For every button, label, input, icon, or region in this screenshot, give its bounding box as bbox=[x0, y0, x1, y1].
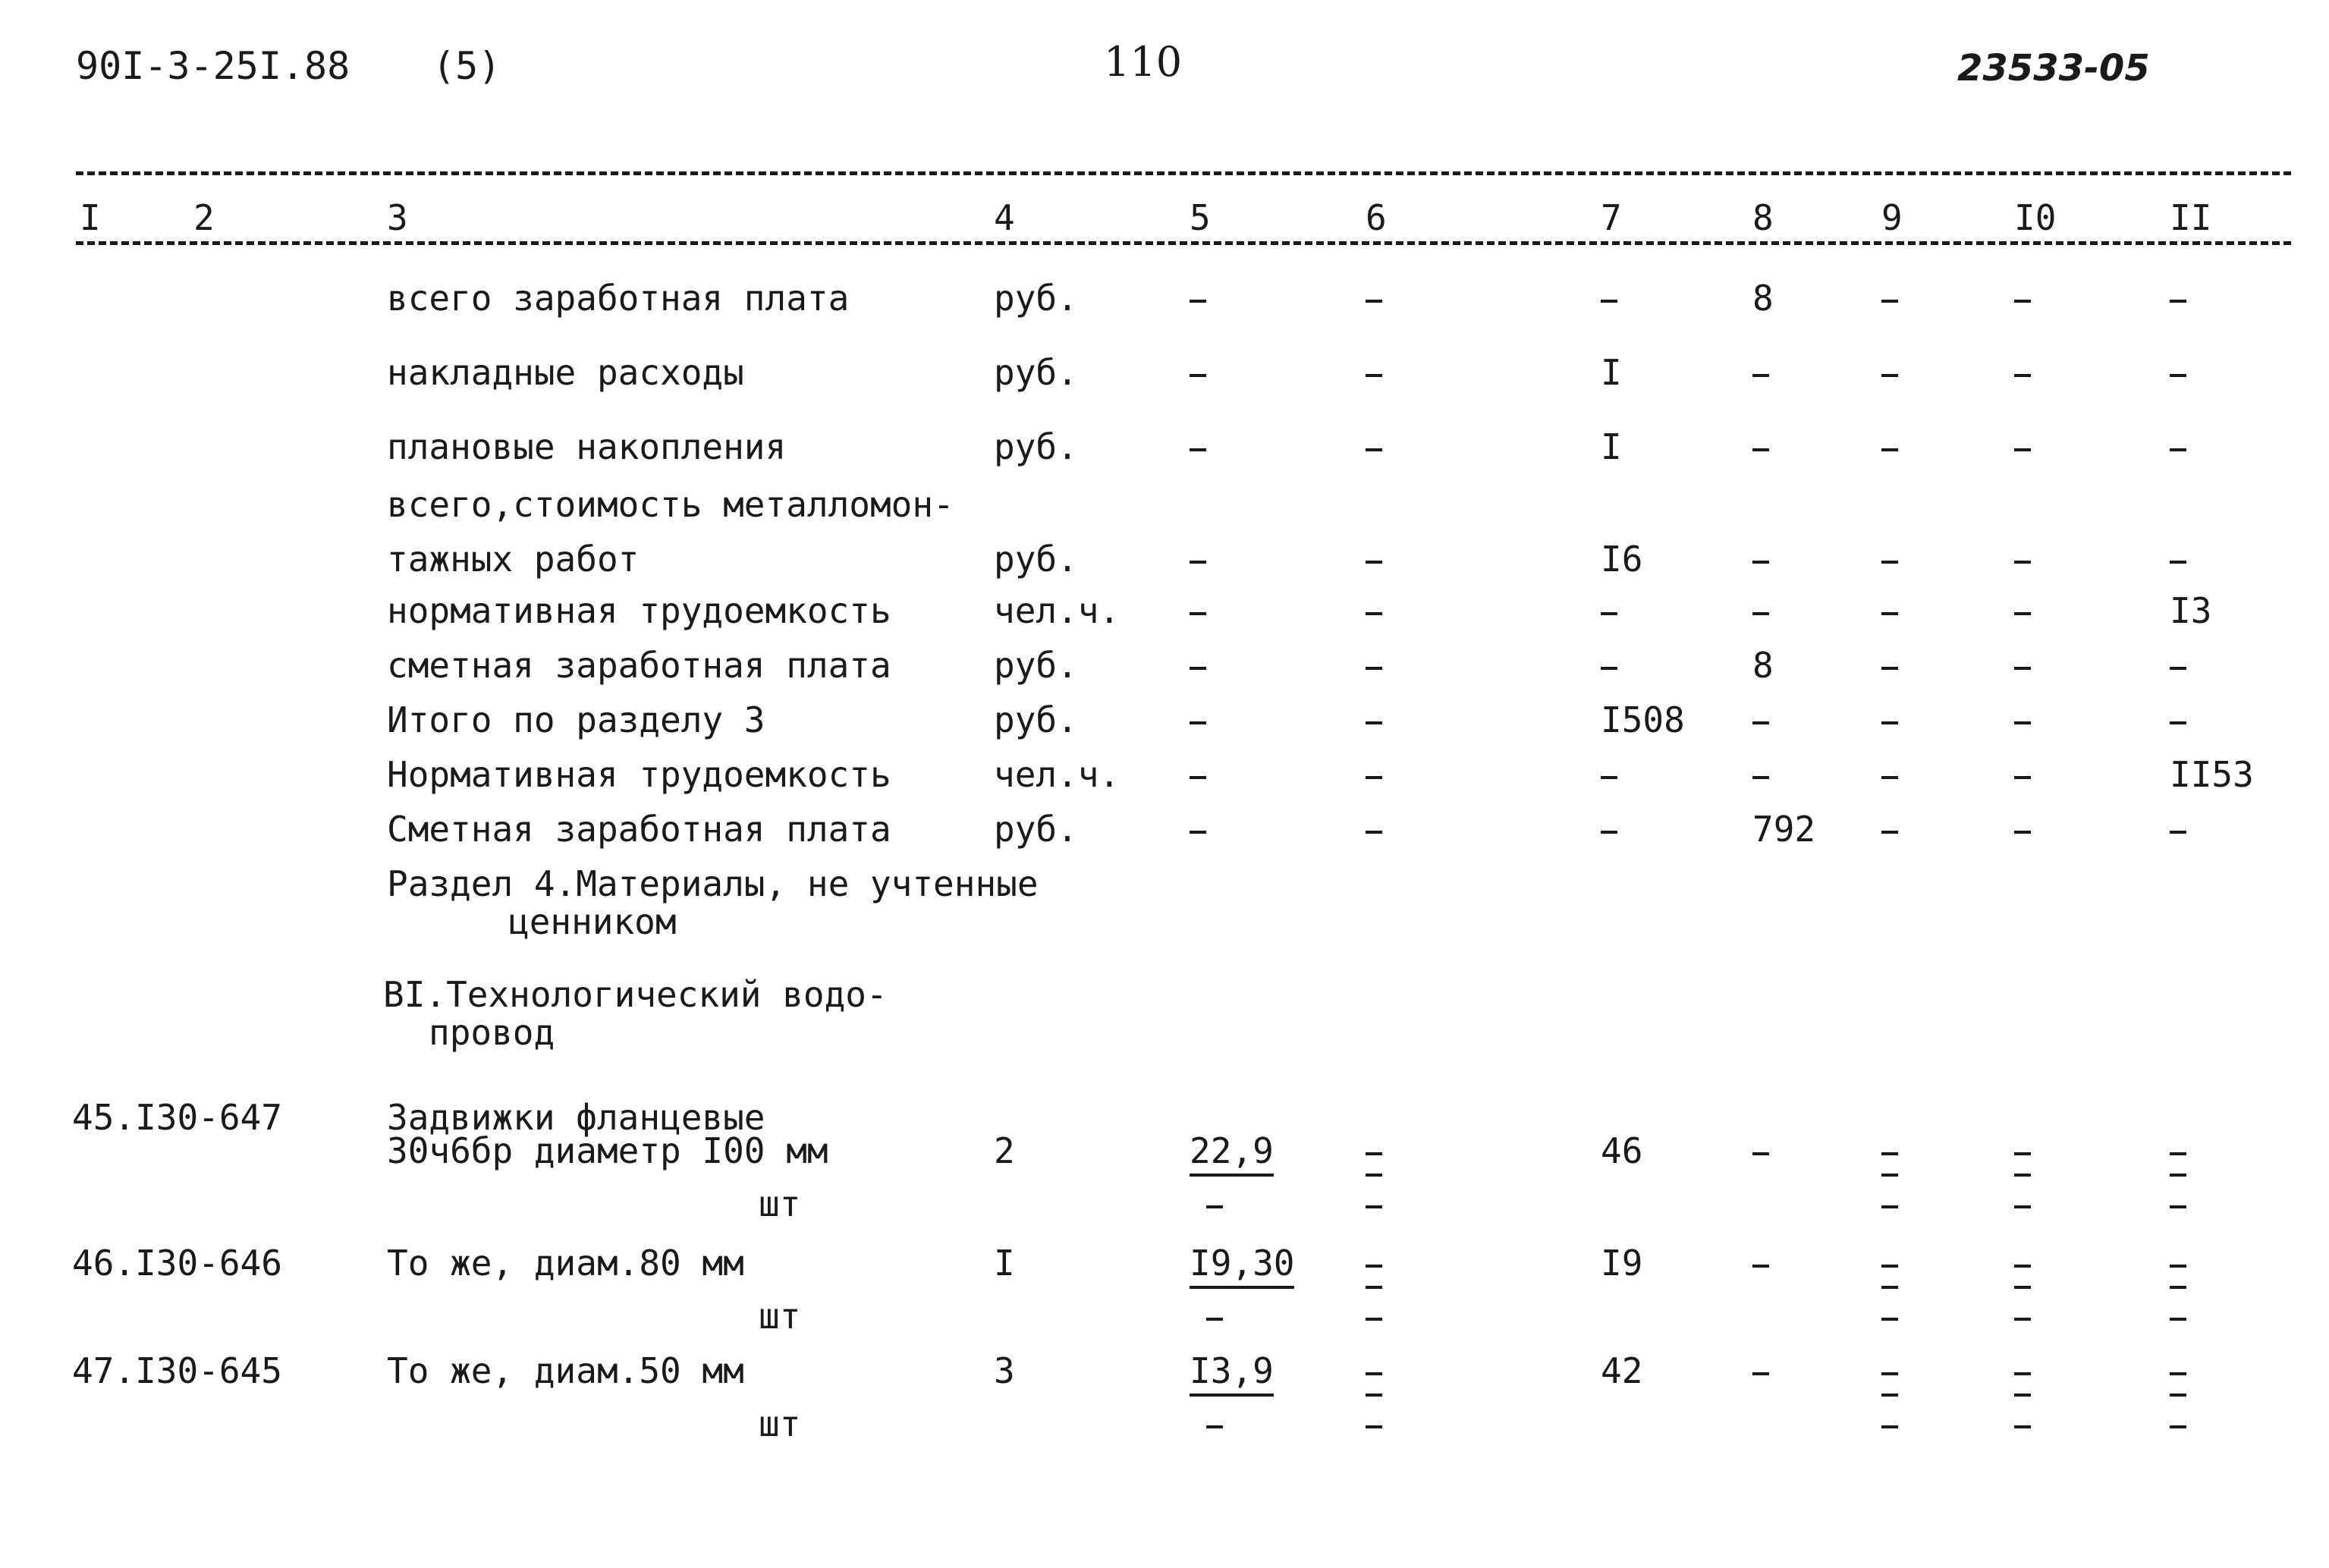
item-unit: шт bbox=[759, 1183, 801, 1224]
dash-mark bbox=[1881, 1372, 1898, 1375]
row-label: нормативная трудоемкость bbox=[387, 590, 891, 631]
dash-mark bbox=[1881, 1152, 1898, 1155]
row-unit: руб. bbox=[994, 645, 1078, 686]
fraction-bottom bbox=[1366, 1185, 1382, 1224]
item-unit: шт bbox=[759, 1403, 801, 1444]
row-value-col-10 bbox=[2014, 810, 2031, 849]
item-quantity: 2 bbox=[994, 1130, 1015, 1171]
item-quantity: I bbox=[994, 1243, 1015, 1284]
dash-mark bbox=[1190, 831, 1206, 834]
item-name: То же, диам.80 мм bbox=[387, 1243, 744, 1284]
dash-mark bbox=[1601, 612, 1617, 615]
row-value-col-9 bbox=[1881, 540, 1898, 579]
row-value-col-7 bbox=[1601, 810, 1617, 849]
row-value-col-9 bbox=[1881, 756, 1898, 794]
item-col-10 bbox=[2014, 1352, 2031, 1397]
row-unit: руб. bbox=[994, 426, 1078, 467]
dash-mark bbox=[1190, 667, 1206, 670]
dash-mark bbox=[1881, 1265, 1898, 1268]
row-unit: руб. bbox=[994, 699, 1078, 740]
dash-mark bbox=[1752, 776, 1769, 779]
row-value-col-6 bbox=[1366, 279, 1382, 318]
item-code: 46.I30-646 bbox=[72, 1243, 282, 1284]
fraction-bottom bbox=[2014, 1185, 2031, 1224]
dash-mark bbox=[1881, 776, 1898, 779]
dash-mark bbox=[2170, 300, 2186, 303]
row-value-col-6 bbox=[1366, 701, 1382, 740]
dash-mark bbox=[1190, 300, 1206, 303]
dash-mark bbox=[1366, 612, 1382, 615]
dash-mark bbox=[1881, 374, 1898, 377]
dash-mark bbox=[1881, 831, 1898, 834]
dash-mark bbox=[2014, 776, 2031, 779]
row-unit: руб. bbox=[994, 352, 1078, 393]
row-value-col-5 bbox=[1190, 428, 1206, 467]
dash-mark bbox=[1752, 561, 1769, 564]
dash-mark bbox=[1190, 561, 1206, 564]
dash-mark bbox=[1190, 612, 1206, 615]
dash-mark bbox=[1752, 1265, 1769, 1268]
dash-mark bbox=[2170, 721, 2186, 724]
item-col-8 bbox=[1752, 1352, 1769, 1390]
row-value-col-7: I bbox=[1601, 352, 1622, 393]
dash-mark bbox=[2014, 300, 2031, 303]
item-name-cont: 30ч6бр диаметр I00 мм bbox=[387, 1130, 828, 1171]
dash-mark bbox=[1366, 300, 1382, 303]
row-value-col-8: 8 bbox=[1752, 645, 1774, 686]
row-value-col-6 bbox=[1366, 354, 1382, 392]
row-value-col-6 bbox=[1366, 592, 1382, 630]
column-header: 3 bbox=[387, 197, 408, 238]
subsection-title-cont: провод bbox=[429, 1012, 555, 1053]
dash-mark bbox=[1190, 374, 1206, 377]
dash-mark bbox=[1752, 721, 1769, 724]
row-value-col-10 bbox=[2014, 540, 2031, 579]
subsection-title: BI.Технологический водо- bbox=[383, 974, 888, 1015]
dash-mark bbox=[2014, 561, 2031, 564]
row-value-col-6 bbox=[1366, 428, 1382, 467]
dash-mark bbox=[2014, 1425, 2031, 1428]
row-value-col-9 bbox=[1881, 701, 1898, 740]
dash-mark bbox=[2170, 1152, 2186, 1155]
row-value-col-10 bbox=[2014, 428, 2031, 467]
dash-mark bbox=[1601, 776, 1617, 779]
dash-mark bbox=[1190, 776, 1206, 779]
dash-mark bbox=[1601, 667, 1617, 670]
dash-mark bbox=[2014, 721, 2031, 724]
fraction-bottom bbox=[1206, 1405, 1223, 1444]
dash-mark bbox=[1206, 1425, 1223, 1428]
fraction-bottom bbox=[2170, 1297, 2186, 1336]
fraction-bottom bbox=[2170, 1405, 2186, 1444]
row-unit: руб. bbox=[994, 809, 1078, 850]
dash-mark bbox=[2014, 1372, 2031, 1375]
page-number: 110 bbox=[1104, 38, 1183, 86]
section-title-cont: ценником bbox=[508, 901, 677, 942]
row-value-col-7 bbox=[1601, 646, 1617, 685]
row-label: Сметная заработная плата bbox=[387, 809, 891, 850]
row-value-col-11 bbox=[2170, 540, 2186, 579]
item-col-10 bbox=[2014, 1244, 2031, 1289]
row-value-col-9 bbox=[1881, 279, 1898, 318]
row-value-col-9 bbox=[1881, 646, 1898, 685]
dash-mark bbox=[1881, 1205, 1898, 1208]
dash-mark bbox=[1366, 831, 1382, 834]
item-price: I9,30 bbox=[1190, 1244, 1294, 1289]
row-unit: руб. bbox=[994, 278, 1078, 319]
dash-mark bbox=[1366, 374, 1382, 377]
fraction-bottom bbox=[1881, 1405, 1898, 1444]
item-quantity: 3 bbox=[994, 1350, 1015, 1391]
row-value-col-7 bbox=[1601, 279, 1617, 318]
header-bottom-rule bbox=[76, 241, 2291, 245]
row-value-col-10 bbox=[2014, 701, 2031, 740]
dash-mark bbox=[1881, 1425, 1898, 1428]
row-value-col-10 bbox=[2014, 279, 2031, 318]
row-value-col-5 bbox=[1190, 701, 1206, 740]
row-label: плановые накопления bbox=[387, 426, 787, 467]
column-header: 5 bbox=[1190, 197, 1211, 238]
row-value-col-5 bbox=[1190, 646, 1206, 685]
row-value-col-5 bbox=[1190, 592, 1206, 630]
dash-mark bbox=[2014, 1318, 2031, 1321]
row-label: Итого по разделу 3 bbox=[387, 699, 765, 740]
item-code: 47.I30-645 bbox=[72, 1350, 282, 1391]
dash-mark bbox=[2014, 1152, 2031, 1155]
dash-mark bbox=[1752, 374, 1769, 377]
dash-mark bbox=[2170, 448, 2186, 451]
row-unit: руб. bbox=[994, 539, 1078, 580]
dash-mark bbox=[2170, 1372, 2186, 1375]
fraction-bottom bbox=[2170, 1185, 2186, 1224]
row-value-col-10 bbox=[2014, 646, 2031, 685]
dash-mark bbox=[2170, 667, 2186, 670]
dash-mark bbox=[1366, 448, 1382, 451]
item-name: То же, диам.50 мм bbox=[387, 1350, 744, 1391]
dash-mark bbox=[1752, 1372, 1769, 1375]
dash-mark bbox=[2014, 1265, 2031, 1268]
item-col-9 bbox=[1881, 1352, 1898, 1397]
item-col-10 bbox=[2014, 1132, 2031, 1177]
dash-mark bbox=[1366, 1372, 1382, 1375]
row-value-col-5 bbox=[1190, 756, 1206, 794]
row-value-col-11: I3 bbox=[2170, 590, 2212, 631]
dash-mark bbox=[2170, 561, 2186, 564]
dash-mark bbox=[2170, 1205, 2186, 1208]
row-value-col-5 bbox=[1190, 279, 1206, 318]
dash-mark bbox=[1190, 448, 1206, 451]
row-label: накладные расходы bbox=[387, 352, 744, 393]
item-col-9 bbox=[1881, 1244, 1898, 1289]
header-top-rule bbox=[76, 171, 2291, 175]
row-label: Нормативная трудоемкость bbox=[387, 754, 891, 795]
row-value-col-8 bbox=[1752, 756, 1769, 794]
row-value-col-11: II53 bbox=[2170, 754, 2254, 795]
row-unit: чел.ч. bbox=[994, 590, 1120, 631]
dash-mark bbox=[1366, 1265, 1382, 1268]
column-header: II bbox=[2170, 197, 2212, 238]
row-value-col-11 bbox=[2170, 279, 2186, 318]
fraction-bottom bbox=[2014, 1297, 2031, 1336]
dash-mark bbox=[1366, 1205, 1382, 1208]
dash-mark bbox=[2014, 667, 2031, 670]
column-header: 4 bbox=[994, 197, 1015, 238]
row-value-col-11 bbox=[2170, 354, 2186, 392]
row-value-col-9 bbox=[1881, 428, 1898, 467]
dash-mark bbox=[2170, 1318, 2186, 1321]
row-value-col-7: I bbox=[1601, 426, 1622, 467]
row-unit: чел.ч. bbox=[994, 754, 1120, 795]
row-value-col-8 bbox=[1752, 428, 1769, 467]
column-header: 7 bbox=[1601, 197, 1622, 238]
row-value-col-5 bbox=[1190, 810, 1206, 849]
dash-mark bbox=[2170, 374, 2186, 377]
row-value-col-6 bbox=[1366, 810, 1382, 849]
item-col-9 bbox=[1881, 1132, 1898, 1177]
fraction-bottom bbox=[2014, 1405, 2031, 1444]
column-header: 8 bbox=[1752, 197, 1774, 238]
row-value-col-10 bbox=[2014, 592, 2031, 630]
row-value-col-5 bbox=[1190, 540, 1206, 579]
dash-mark bbox=[1366, 561, 1382, 564]
row-label-cont: тажных работ bbox=[387, 539, 640, 580]
row-value-col-6 bbox=[1366, 756, 1382, 794]
item-name: Задвижки фланцевые bbox=[387, 1097, 765, 1138]
dash-mark bbox=[1366, 1318, 1382, 1321]
dash-mark bbox=[1881, 612, 1898, 615]
fraction-bottom bbox=[1881, 1185, 1898, 1224]
document-code: 90I-3-25I.88 bbox=[76, 44, 350, 88]
fraction-bottom bbox=[1881, 1297, 1898, 1336]
item-col-8 bbox=[1752, 1244, 1769, 1283]
row-value-col-6 bbox=[1366, 540, 1382, 579]
dash-mark bbox=[2170, 1425, 2186, 1428]
document-part: (5) bbox=[432, 44, 501, 88]
row-value-col-10 bbox=[2014, 756, 2031, 794]
dash-mark bbox=[2014, 1205, 2031, 1208]
dash-mark bbox=[1366, 667, 1382, 670]
dash-mark bbox=[1752, 612, 1769, 615]
item-col-6 bbox=[1366, 1352, 1382, 1397]
column-header: 2 bbox=[193, 197, 215, 238]
row-value-col-6 bbox=[1366, 646, 1382, 685]
row-value-col-11 bbox=[2170, 646, 2186, 685]
row-value-col-7: I508 bbox=[1601, 699, 1685, 740]
row-value-col-8 bbox=[1752, 540, 1769, 579]
row-value-col-8 bbox=[1752, 701, 1769, 740]
row-value-col-9 bbox=[1881, 592, 1898, 630]
row-value-col-11 bbox=[2170, 428, 2186, 467]
dash-mark bbox=[1366, 1152, 1382, 1155]
column-header: 9 bbox=[1881, 197, 1903, 238]
column-header: 6 bbox=[1366, 197, 1387, 238]
dash-mark bbox=[1881, 300, 1898, 303]
item-col-11 bbox=[2170, 1244, 2186, 1289]
dash-mark bbox=[1190, 721, 1206, 724]
dash-mark bbox=[2014, 831, 2031, 834]
row-label: сметная заработная плата bbox=[387, 645, 891, 686]
item-col-8 bbox=[1752, 1132, 1769, 1171]
dash-mark bbox=[1881, 448, 1898, 451]
dash-mark bbox=[1366, 1425, 1382, 1428]
column-header: I bbox=[80, 197, 101, 238]
dash-mark bbox=[1881, 561, 1898, 564]
item-unit: шт bbox=[759, 1296, 801, 1337]
dash-mark bbox=[1366, 721, 1382, 724]
row-value-col-9 bbox=[1881, 810, 1898, 849]
column-header: I0 bbox=[2014, 197, 2057, 238]
item-col-11 bbox=[2170, 1352, 2186, 1397]
item-total: 42 bbox=[1601, 1350, 1643, 1391]
dash-mark bbox=[1601, 300, 1617, 303]
row-value-col-5 bbox=[1190, 354, 1206, 392]
dash-mark bbox=[2170, 1265, 2186, 1268]
row-value-col-7 bbox=[1601, 592, 1617, 630]
row-value-col-7 bbox=[1601, 756, 1617, 794]
row-value-col-9 bbox=[1881, 354, 1898, 392]
item-total: 46 bbox=[1601, 1130, 1643, 1171]
item-total: I9 bbox=[1601, 1243, 1643, 1284]
row-label: всего заработная плата bbox=[387, 278, 850, 319]
fraction-bottom bbox=[1366, 1297, 1382, 1336]
dash-mark bbox=[1752, 448, 1769, 451]
dash-mark bbox=[1206, 1205, 1223, 1208]
dash-mark bbox=[2014, 374, 2031, 377]
fraction-bottom bbox=[1366, 1405, 1382, 1444]
row-value-col-8: 8 bbox=[1752, 278, 1774, 319]
row-value-col-8: 792 bbox=[1752, 809, 1816, 850]
dash-mark bbox=[1752, 1152, 1769, 1155]
dash-mark bbox=[2014, 448, 2031, 451]
row-label: всего,стоимость металломон- bbox=[387, 484, 954, 525]
dash-mark bbox=[1881, 667, 1898, 670]
item-col-6 bbox=[1366, 1132, 1382, 1177]
dash-mark bbox=[2170, 831, 2186, 834]
row-value-col-8 bbox=[1752, 354, 1769, 392]
fraction-bottom bbox=[1206, 1185, 1223, 1224]
item-col-11 bbox=[2170, 1132, 2186, 1177]
dash-mark bbox=[1881, 1318, 1898, 1321]
fraction-bottom bbox=[1206, 1297, 1223, 1336]
row-value-col-7: I6 bbox=[1601, 539, 1643, 580]
dash-mark bbox=[1366, 776, 1382, 779]
item-price: I3,9 bbox=[1190, 1352, 1274, 1397]
archive-stamp: 23533-05 bbox=[1957, 47, 2150, 90]
row-value-col-11 bbox=[2170, 810, 2186, 849]
dash-mark bbox=[1206, 1318, 1223, 1321]
item-code: 45.I30-647 bbox=[72, 1097, 282, 1138]
item-col-6 bbox=[1366, 1244, 1382, 1289]
dash-mark bbox=[1601, 831, 1617, 834]
item-price: 22,9 bbox=[1190, 1132, 1274, 1177]
dash-mark bbox=[2014, 612, 2031, 615]
section-title: Раздел 4.Материалы, не учтенные bbox=[387, 863, 1039, 904]
row-value-col-10 bbox=[2014, 354, 2031, 392]
row-value-col-8 bbox=[1752, 592, 1769, 630]
dash-mark bbox=[1881, 721, 1898, 724]
row-value-col-11 bbox=[2170, 701, 2186, 740]
